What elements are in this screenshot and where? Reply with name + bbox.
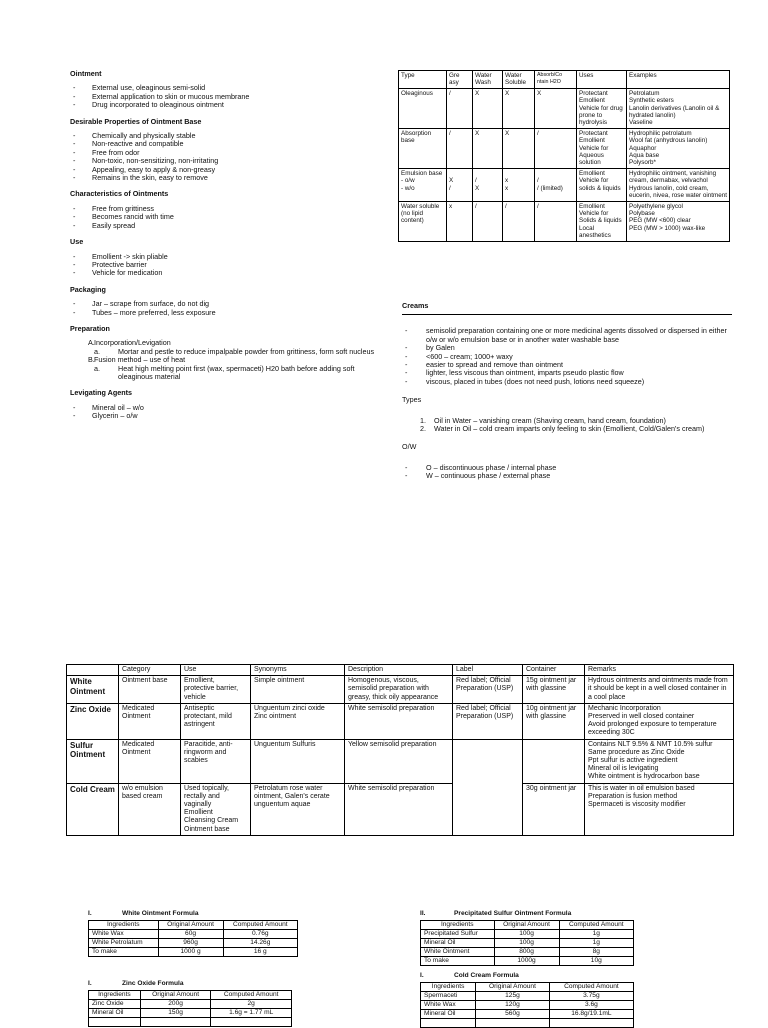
levigating-list <box>70 404 380 421</box>
desirable-heading: Desirable Properties of Ointment Base <box>70 116 202 126</box>
column-header: Category <box>119 665 181 676</box>
types-list <box>402 417 732 434</box>
list-item: - semisolid preparation containing one or more medicinal agents dissolved or dispersed in either o/w or w/o emulsion base or in another water washable base <box>402 327 732 344</box>
list-item <box>402 425 732 433</box>
list-item: - Vehicle for medication <box>70 269 380 277</box>
table-row <box>399 168 730 201</box>
characteristics-heading: Characteristics of Ointments <box>70 189 169 199</box>
table-cell <box>421 1018 476 1027</box>
table-cell: 3.75g <box>549 991 633 1000</box>
table-cell <box>140 1017 211 1026</box>
list-item: - Free from odor <box>70 149 380 157</box>
creams-section <box>402 302 732 491</box>
table-cell: White Petrolatum <box>89 938 159 947</box>
list-item: - O – discontinuous phase / internal phase <box>402 464 732 472</box>
column-header: Computed Amount <box>549 982 633 991</box>
table-cell: / <box>535 128 577 168</box>
list-item: - by Galen <box>402 344 732 352</box>
list-marker: A. <box>88 338 95 348</box>
table-cell: 10g <box>559 956 633 965</box>
column-header: Water Soluble <box>503 71 535 89</box>
table-row <box>67 739 734 783</box>
ow-list <box>402 464 732 481</box>
list-item: - Protective barrier <box>70 261 380 269</box>
list-item: - Appealing, easy to apply & non-greasy <box>70 166 380 174</box>
row-label: Sulfur Ointment <box>67 739 119 783</box>
table-row <box>399 128 730 168</box>
levigating-heading: Levigating Agents <box>70 388 133 398</box>
list-item: - Non-reactive and compatible <box>70 140 380 148</box>
table-cell: Emollient, protective barrier, vehicle <box>181 676 251 704</box>
characteristics-list <box>70 205 380 230</box>
table-row <box>89 938 298 947</box>
table-cell: 960g <box>158 938 223 947</box>
list-item: - Tubes – more preferred, less exposure <box>70 309 380 317</box>
table-cell: Polyethylene glycol Polybase PEG (MW <600) clear PEG (MW > 1000) wax-like <box>627 201 730 241</box>
table-row <box>399 88 730 128</box>
table-cell <box>211 1017 292 1026</box>
table-row <box>67 676 734 704</box>
table-cell: 0.76g <box>223 929 297 938</box>
column-header: Computed Amount <box>211 990 292 999</box>
column-header: Use <box>181 665 251 676</box>
table-row <box>421 938 634 947</box>
table-cell: Red label; Official Preparation (USP) <box>453 703 523 739</box>
table-cell: 1.6g = 1.77 mL <box>211 1008 292 1017</box>
formula-number: I. <box>88 910 92 917</box>
table-header-row <box>421 920 634 929</box>
table-header-row <box>399 71 730 89</box>
table-cell: / X <box>473 168 503 201</box>
list-item: - W – continuous phase / external phase <box>402 472 732 480</box>
list-item: - lighter, less viscous than ointment, imparts pseudo plastic flow <box>402 369 732 377</box>
table-cell: Petrolatum Synthetic esters Lanolin derivatives (Lanolin oil & hydrated lanolin) Vaseline <box>627 88 730 128</box>
table-cell: Zinc Oxide <box>89 999 141 1008</box>
ointments-table <box>66 664 734 836</box>
list-item: - Non-toxic, non-sensitizing, non-irritating <box>70 157 380 165</box>
table-cell: x x <box>503 168 535 201</box>
list-item <box>70 356 380 381</box>
table-row <box>421 1009 634 1018</box>
table-cell: 3.6g <box>549 1000 633 1009</box>
formula-zinc-oxide <box>88 980 292 1027</box>
table-cell: White Ointment <box>421 947 495 956</box>
column-header: Water Wash <box>473 71 503 89</box>
ointment-list <box>70 84 380 109</box>
preparation-heading: Preparation <box>70 323 110 333</box>
table-cell: 200g <box>140 999 211 1008</box>
column-header <box>67 665 119 676</box>
table-cell: / <box>473 201 503 241</box>
table-row <box>89 999 292 1008</box>
column-header: Ingredients <box>421 982 476 991</box>
table-cell: Emulsion base - o/w - w/o <box>399 168 447 201</box>
table-cell: 15g ointment jar with glassine <box>523 676 585 704</box>
table-cell: Mechanic Incorporation Preserved in well closed container Avoid prolonged exposure to temperature exceeding 30C <box>585 703 734 739</box>
column-header: Original Amount <box>476 982 550 991</box>
table-cell: To make <box>421 956 495 965</box>
ow-heading: O/W <box>402 442 417 452</box>
table-cell: X <box>503 128 535 168</box>
list-text: Oil in Water – vanishing cream (Shaving cream, hand cream, foundation) <box>434 415 666 425</box>
table-cell: X <box>535 88 577 128</box>
creams-list <box>402 327 732 386</box>
ointment-bases-table <box>398 70 730 242</box>
table-cell: Mineral Oil <box>421 938 495 947</box>
use-heading: Use <box>70 237 84 247</box>
table-row <box>67 703 734 739</box>
table-cell: / <box>535 201 577 241</box>
table-cell <box>453 739 523 835</box>
column-header: Absorb/Co ntain H2O <box>535 71 577 89</box>
formula-number: I. <box>420 972 424 979</box>
list-item: - Drug incorporated to oleaginous ointment <box>70 101 380 109</box>
table-cell: 30g ointment jar <box>523 783 585 835</box>
column-header: Original Amount <box>158 920 223 929</box>
list-item: - Emollient -> skin pliable <box>70 253 380 261</box>
table-cell: 8g <box>559 947 633 956</box>
sub-item <box>94 365 380 382</box>
table-row <box>421 1018 634 1027</box>
column-header: Examples <box>627 71 730 89</box>
list-item: - viscous, placed in tubes (does not need push, lotions need squeeze) <box>402 378 732 386</box>
table-cell: X <box>503 88 535 128</box>
table-cell: Emollient Vehicle for Solids & liquids Local anesthetics <box>577 201 627 241</box>
table-cell: Hydrophilic petrolatum Wool fat (anhydrous lanolin) Aquaphor Aqua base Polysorb* <box>627 128 730 168</box>
table-header-row <box>89 990 292 999</box>
formula-white-ointment <box>88 910 298 957</box>
table-cell: Unguentum Sulfuris <box>251 739 345 783</box>
sub-text: Mortar and pestle to reduce impalpable powder from grittiness, form soft nucleus <box>118 346 375 356</box>
row-label: Zinc Oxide <box>67 703 119 739</box>
creams-heading: Creams <box>402 302 732 315</box>
column-header: Uses <box>577 71 627 89</box>
table-cell: X / <box>447 168 473 201</box>
table-cell: 120g <box>476 1000 550 1009</box>
table-cell: 14.26g <box>223 938 297 947</box>
list-item: - Mineral oil – w/o <box>70 404 380 412</box>
types-heading: Types <box>402 395 422 405</box>
table-cell: White semisolid preparation <box>345 703 453 739</box>
ointments-body <box>67 676 734 836</box>
column-header: Description <box>345 665 453 676</box>
column-header: Container <box>523 665 585 676</box>
packaging-heading: Packaging <box>70 284 106 294</box>
list-item: - Becomes rancid with time <box>70 213 380 221</box>
table-cell: Paracitide, anti-ringworm and scabies <box>181 739 251 783</box>
table-cell: / <box>447 128 473 168</box>
formula-title: Precipitated Sulfur Ointment Formula <box>454 910 572 917</box>
list-item: - Remains in the skin, easy to remove <box>70 174 380 182</box>
table-cell: Emollient Vehicle for solids & liquids <box>577 168 627 201</box>
table-cell: Petrolatum rose water ointment, Galen's cerate unguentum aquae <box>251 783 345 835</box>
table-cell: Protectant Emollient Vehicle for drug prone to hydrolysis <box>577 88 627 128</box>
table-row <box>89 947 298 956</box>
table-cell: Simple ointment <box>251 676 345 704</box>
list-item <box>70 339 380 356</box>
table-cell: Spermaceti <box>421 991 476 1000</box>
table-cell: 1g <box>559 929 633 938</box>
table-cell: w/o emulsion based cream <box>119 783 181 835</box>
column-header: Label <box>453 665 523 676</box>
formula-title: Zinc Oxide Formula <box>122 980 184 987</box>
table-row <box>89 929 298 938</box>
table-cell: Antiseptic protectant, mild astringent <box>181 703 251 739</box>
column-header: Computed Amount <box>223 920 297 929</box>
list-item: - External use, oleaginous semi-solid <box>70 84 380 92</box>
list-item: - <600 – cream; 1000+ waxy <box>402 353 732 361</box>
table-cell: This is water in oil emulsion based Preparation is fusion method Spermaceti is viscosity modifier <box>585 783 734 835</box>
table-cell: Red label; Official Preparation (USP) <box>453 676 523 704</box>
table-cell: 100g <box>494 929 559 938</box>
list-item: - easier to spread and remove than ointment <box>402 361 732 369</box>
table-cell: / / (limited) <box>535 168 577 201</box>
table-cell: Water soluble (no lipid content) <box>399 201 447 241</box>
table-row <box>89 1008 292 1017</box>
table-cell: X <box>473 128 503 168</box>
table-header-row <box>421 982 634 991</box>
table-cell: To make <box>89 947 159 956</box>
sub-marker: a. <box>94 346 100 356</box>
table-cell: / <box>447 88 473 128</box>
formula-title: White Ointment Formula <box>122 910 199 917</box>
use-list <box>70 253 380 278</box>
table-cell: Medicated Ointment <box>119 739 181 783</box>
table-cell: White Wax <box>421 1000 476 1009</box>
packaging-list <box>70 300 380 317</box>
table-cell: White Wax <box>89 929 159 938</box>
formula-number: I. <box>88 980 92 987</box>
list-marker: 2. <box>420 424 426 434</box>
table-cell: 60g <box>158 929 223 938</box>
formula-number: II. <box>420 910 426 917</box>
formula-table <box>420 920 634 966</box>
column-header: Ingredients <box>89 920 159 929</box>
formula-table <box>420 982 634 1028</box>
row-label: White Ointment <box>67 676 119 704</box>
table-row <box>89 1017 292 1026</box>
table-cell: Ointment base <box>119 676 181 704</box>
table-cell: X <box>473 88 503 128</box>
ointment-notes <box>70 70 380 429</box>
table-row <box>67 783 734 835</box>
table-header-row <box>89 920 298 929</box>
list-text: Fusion method – use of heat <box>94 355 186 365</box>
desirable-list <box>70 132 380 182</box>
list-text: Water in Oil – cold cream imparts only feeling to skin (Emollient, Cold/Galen's cream) <box>434 424 705 434</box>
column-header: Ingredients <box>421 920 495 929</box>
table-row <box>421 1000 634 1009</box>
list-item: - Easily spread <box>70 222 380 230</box>
column-header: Synonyms <box>251 665 345 676</box>
table-cell: Yellow semisolid preparation <box>345 739 453 783</box>
table-cell: Hydrous ointments and ointments made from it should be kept in a well closed container in a cool place <box>585 676 734 704</box>
column-header: Original Amount <box>140 990 211 999</box>
table-cell: 2g <box>211 999 292 1008</box>
table-cell: 150g <box>140 1008 211 1017</box>
table-cell <box>89 1017 141 1026</box>
table-cell: Homogenous, viscous, semisolid preparation with greasy, thick oily appearance <box>345 676 453 704</box>
table-row <box>399 201 730 241</box>
table-cell: x <box>447 201 473 241</box>
table-cell <box>549 1018 633 1027</box>
table-cell: 16.8g/19.1mL <box>549 1009 633 1018</box>
list-item: - Free from grittiness <box>70 205 380 213</box>
formula-table <box>88 990 292 1027</box>
table-cell: 125g <box>476 991 550 1000</box>
table-cell: 1000g <box>494 956 559 965</box>
table-cell: Unguentum zinci oxide Zinc ointment <box>251 703 345 739</box>
table-cell: Medicated Ointment <box>119 703 181 739</box>
table-cell: 16 g <box>223 947 297 956</box>
sub-marker: a. <box>94 363 100 373</box>
table-cell <box>523 739 585 783</box>
table-cell: / <box>503 201 535 241</box>
table-row <box>421 991 634 1000</box>
table-cell: 1000 g <box>158 947 223 956</box>
list-marker: B. <box>88 355 95 365</box>
column-header: Original Amount <box>494 920 559 929</box>
formula-cold-cream <box>420 972 634 1028</box>
table-row <box>421 929 634 938</box>
table-cell: Oleaginous <box>399 88 447 128</box>
ointment-heading: Ointment <box>70 69 102 78</box>
list-item: - Glycerin – o/w <box>70 412 380 420</box>
table-cell: 100g <box>494 938 559 947</box>
preparation-list <box>70 339 380 381</box>
table-cell: 560g <box>476 1009 550 1018</box>
table-cell: 10g ointment jar with glassine <box>523 703 585 739</box>
row-label: Cold Cream <box>67 783 119 835</box>
column-header: Type <box>399 71 447 89</box>
table-cell: Mineral Oil <box>421 1009 476 1018</box>
table-cell: 1g <box>559 938 633 947</box>
list-item: - Jar – scrape from surface, do not dig <box>70 300 380 308</box>
formula-title: Cold Cream Formula <box>454 972 519 979</box>
column-header: Remarks <box>585 665 734 676</box>
table-cell: Precipitated Sulfur <box>421 929 495 938</box>
column-header: Gre asy <box>447 71 473 89</box>
list-item: - External application to skin or mucous membrane <box>70 93 380 101</box>
table-cell: White semisolid preparation <box>345 783 453 835</box>
list-text: Incorporation/Levigation <box>94 338 171 348</box>
list-item: - Chemically and physically stable <box>70 132 380 140</box>
table-cell: Absorption base <box>399 128 447 168</box>
sub-text: Heat high melting point first (wax, spermaceti) H20 bath before adding soft oleaginous material <box>118 363 355 381</box>
formula-sulfur-ointment <box>420 910 634 966</box>
table-cell: Contains NLT 9.5% & NMT 10.5% sulfur Same procedure as Zinc Oxide Ppt sulfur is active ingredient Mineral oil is levigating White ointment is hydrocarbon base <box>585 739 734 783</box>
table-cell: Used topically, rectally and vaginally Emollient Cleansing Cream Ointment base <box>181 783 251 835</box>
column-header: Computed Amount <box>559 920 633 929</box>
table-row <box>421 947 634 956</box>
column-header: Ingredients <box>89 990 141 999</box>
table-cell: Hydrophilic ointment, vanishing cream, dermabax, velvachol Hydrous lanolin, cold cream, eucerin, nivea, rose water ointment <box>627 168 730 201</box>
formula-table <box>88 920 298 957</box>
list-marker: 1. <box>420 415 426 425</box>
ointment-bases-body <box>399 88 730 241</box>
table-cell: Mineral Oil <box>89 1008 141 1017</box>
table-cell: 800g <box>494 947 559 956</box>
table-header-row <box>67 665 734 676</box>
table-row <box>421 956 634 965</box>
table-cell <box>476 1018 550 1027</box>
table-cell: Protectant Emollient Vehicle for Aqueous solution <box>577 128 627 168</box>
